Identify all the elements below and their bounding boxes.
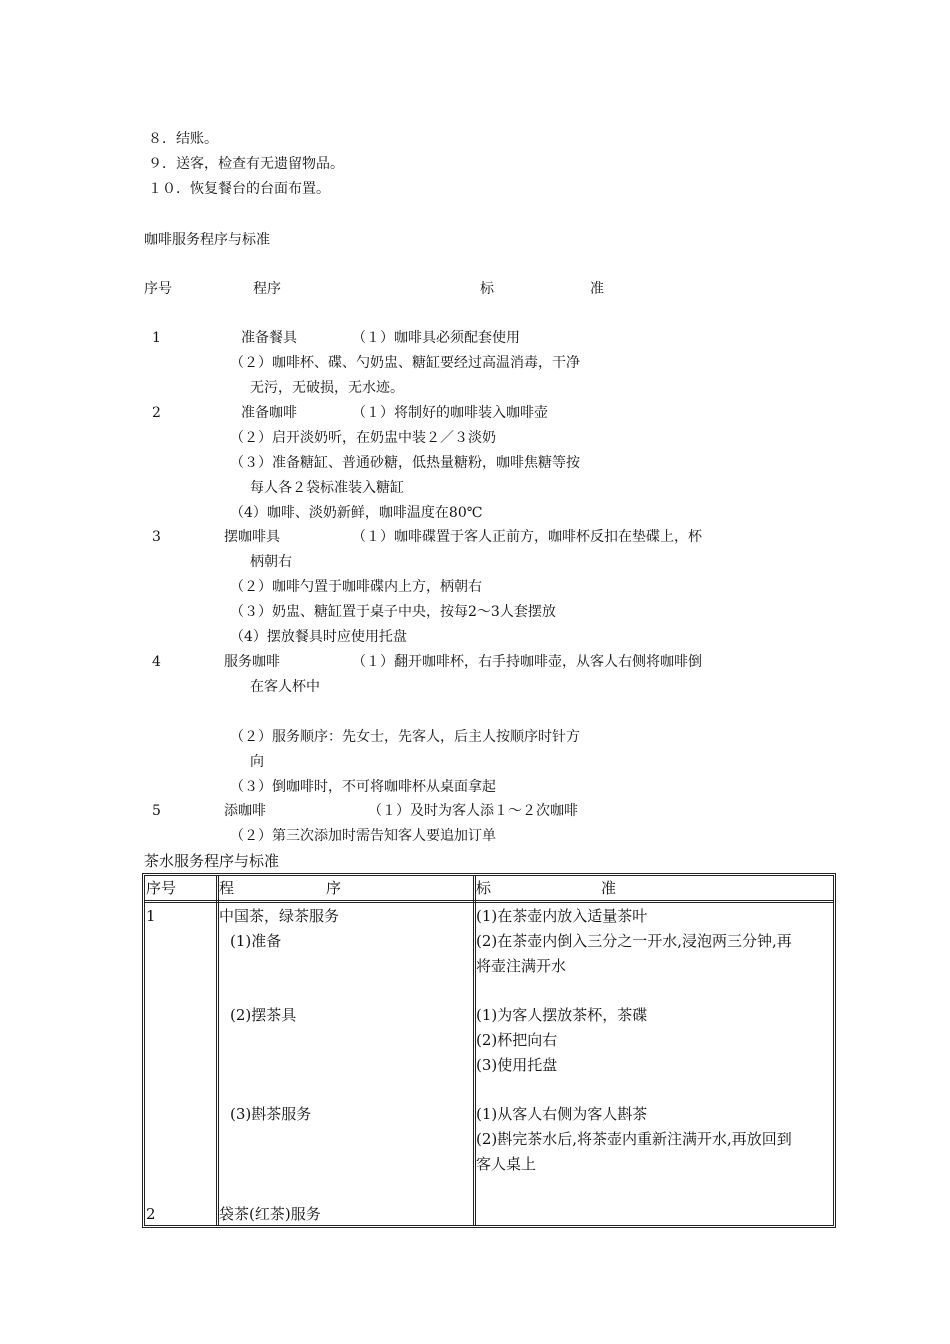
tea-std-line: (1)在茶壶内放入适量茶叶 [476, 907, 648, 925]
tea-std-line: (1)从客人右侧为客人斟茶 [476, 1105, 648, 1123]
tea-proc: (2)摆茶具 [230, 1006, 297, 1024]
coffee-std-line: （１）咖啡碟置于客人正前方，咖啡杯反扣在垫碟上，杯 [352, 529, 702, 545]
coffee-num-5: 5 [152, 803, 161, 819]
coffee-proc-2: 准备咖啡 [241, 405, 297, 421]
coffee-header-std-b: 准 [590, 281, 604, 297]
step-8: ８．结账。 [148, 131, 218, 147]
coffee-num-2: 2 [152, 405, 161, 421]
coffee-std-line: （３）奶盅、糖缸置于桌子中央，按每2～3人套摆放 [230, 604, 556, 620]
coffee-std-line: （２）咖啡杯、碟、勺奶盅、糖缸要经过高温消毒，干净 [230, 355, 580, 371]
coffee-header-proc: 程序 [253, 281, 281, 297]
step-9: ９．送客，检查有无遗留物品。 [148, 156, 344, 172]
coffee-num-3: 3 [152, 529, 161, 545]
coffee-header-num: 序号 [144, 281, 172, 297]
step-10: １０．恢复餐台的台面布置。 [148, 181, 330, 197]
tea-table [142, 873, 836, 1228]
tea-num-2: 2 [146, 1205, 156, 1223]
tea-header-proc-a: 程 [219, 879, 235, 897]
tea-header-std-a: 标 [476, 879, 492, 897]
tea-table-divider [145, 900, 833, 903]
tea-proc: (3)斟茶服务 [230, 1105, 312, 1123]
coffee-std-line: （３）准备糖缸、普通砂糖，低热量糖粉，咖啡焦糖等按 [230, 455, 580, 471]
coffee-proc-4: 服务咖啡 [224, 654, 280, 670]
coffee-std-line: 柄朝右 [250, 554, 292, 570]
tea-section-title: 茶水服务程序与标准 [144, 852, 280, 870]
tea-proc: 袋茶(红茶)服务 [219, 1205, 321, 1223]
coffee-header-std-a: 标 [480, 281, 494, 297]
coffee-std-line: （２）服务顺序：先女士，先客人，后主人按顺序时针方 [230, 729, 580, 745]
coffee-proc-3: 摆咖啡具 [224, 529, 280, 545]
tea-num-1: 1 [146, 907, 156, 925]
tea-std-line: 将壶注满开水 [476, 957, 567, 975]
coffee-section-title: 咖啡服务程序与标准 [144, 232, 270, 248]
tea-proc: 中国茶，绿茶服务 [219, 907, 340, 925]
coffee-std-line: 在客人杯中 [250, 679, 320, 695]
tea-table-divider [216, 876, 219, 1225]
coffee-std-line: （4）摆放餐具时应使用托盘 [230, 629, 407, 645]
coffee-proc-5: 添咖啡 [224, 803, 266, 819]
tea-std-line: (2)在茶壶内倒入三分之一开水,浸泡两三分钟,再 [476, 932, 792, 950]
tea-std-line: 客人桌上 [476, 1155, 537, 1173]
coffee-std-line: （２）第三次添加时需告知客人要追加订单 [230, 828, 496, 844]
coffee-std-line: 无污，无破损，无水迹。 [250, 380, 404, 396]
coffee-num-4: 4 [152, 654, 161, 670]
tea-header-num: 序号 [146, 879, 177, 897]
tea-header-std-b: 准 [601, 879, 617, 897]
coffee-std-line: （３）倒咖啡时，不可将咖啡杯从桌面拿起 [230, 779, 496, 795]
coffee-std-line: （１）将制好的咖啡装入咖啡壶 [352, 405, 548, 421]
tea-std-line: (2)斟完茶水后,将茶壶内重新注满开水,再放回到 [476, 1130, 792, 1148]
coffee-std-line: （１）翻开咖啡杯，右手持咖啡壶，从客人右侧将咖啡倒 [352, 654, 702, 670]
coffee-proc-1: 准备餐具 [241, 330, 297, 346]
tea-proc: (1)准备 [230, 932, 282, 950]
coffee-std-line: （２）启开淡奶听，在奶盅中装２／３淡奶 [230, 430, 496, 446]
coffee-std-line: （１）及时为客人添１～２次咖啡 [368, 803, 578, 819]
tea-header-proc-b: 序 [326, 879, 342, 897]
coffee-std-line: （１）咖啡具必须配套使用 [352, 330, 520, 346]
tea-std-line: (1)为客人摆放茶杯，茶碟 [476, 1006, 648, 1024]
tea-std-line: (3)使用托盘 [476, 1056, 558, 1074]
coffee-std-line: 每人各２袋标准装入糖缸 [250, 480, 404, 496]
coffee-num-1: 1 [152, 330, 161, 346]
coffee-std-line: （２）咖啡勺置于咖啡碟内上方，柄朝右 [230, 579, 482, 595]
coffee-std-line: （4）咖啡、淡奶新鲜，咖啡温度在80℃ [230, 505, 483, 521]
tea-std-line: (2)杯把向右 [476, 1031, 558, 1049]
coffee-std-line: 向 [250, 754, 264, 770]
